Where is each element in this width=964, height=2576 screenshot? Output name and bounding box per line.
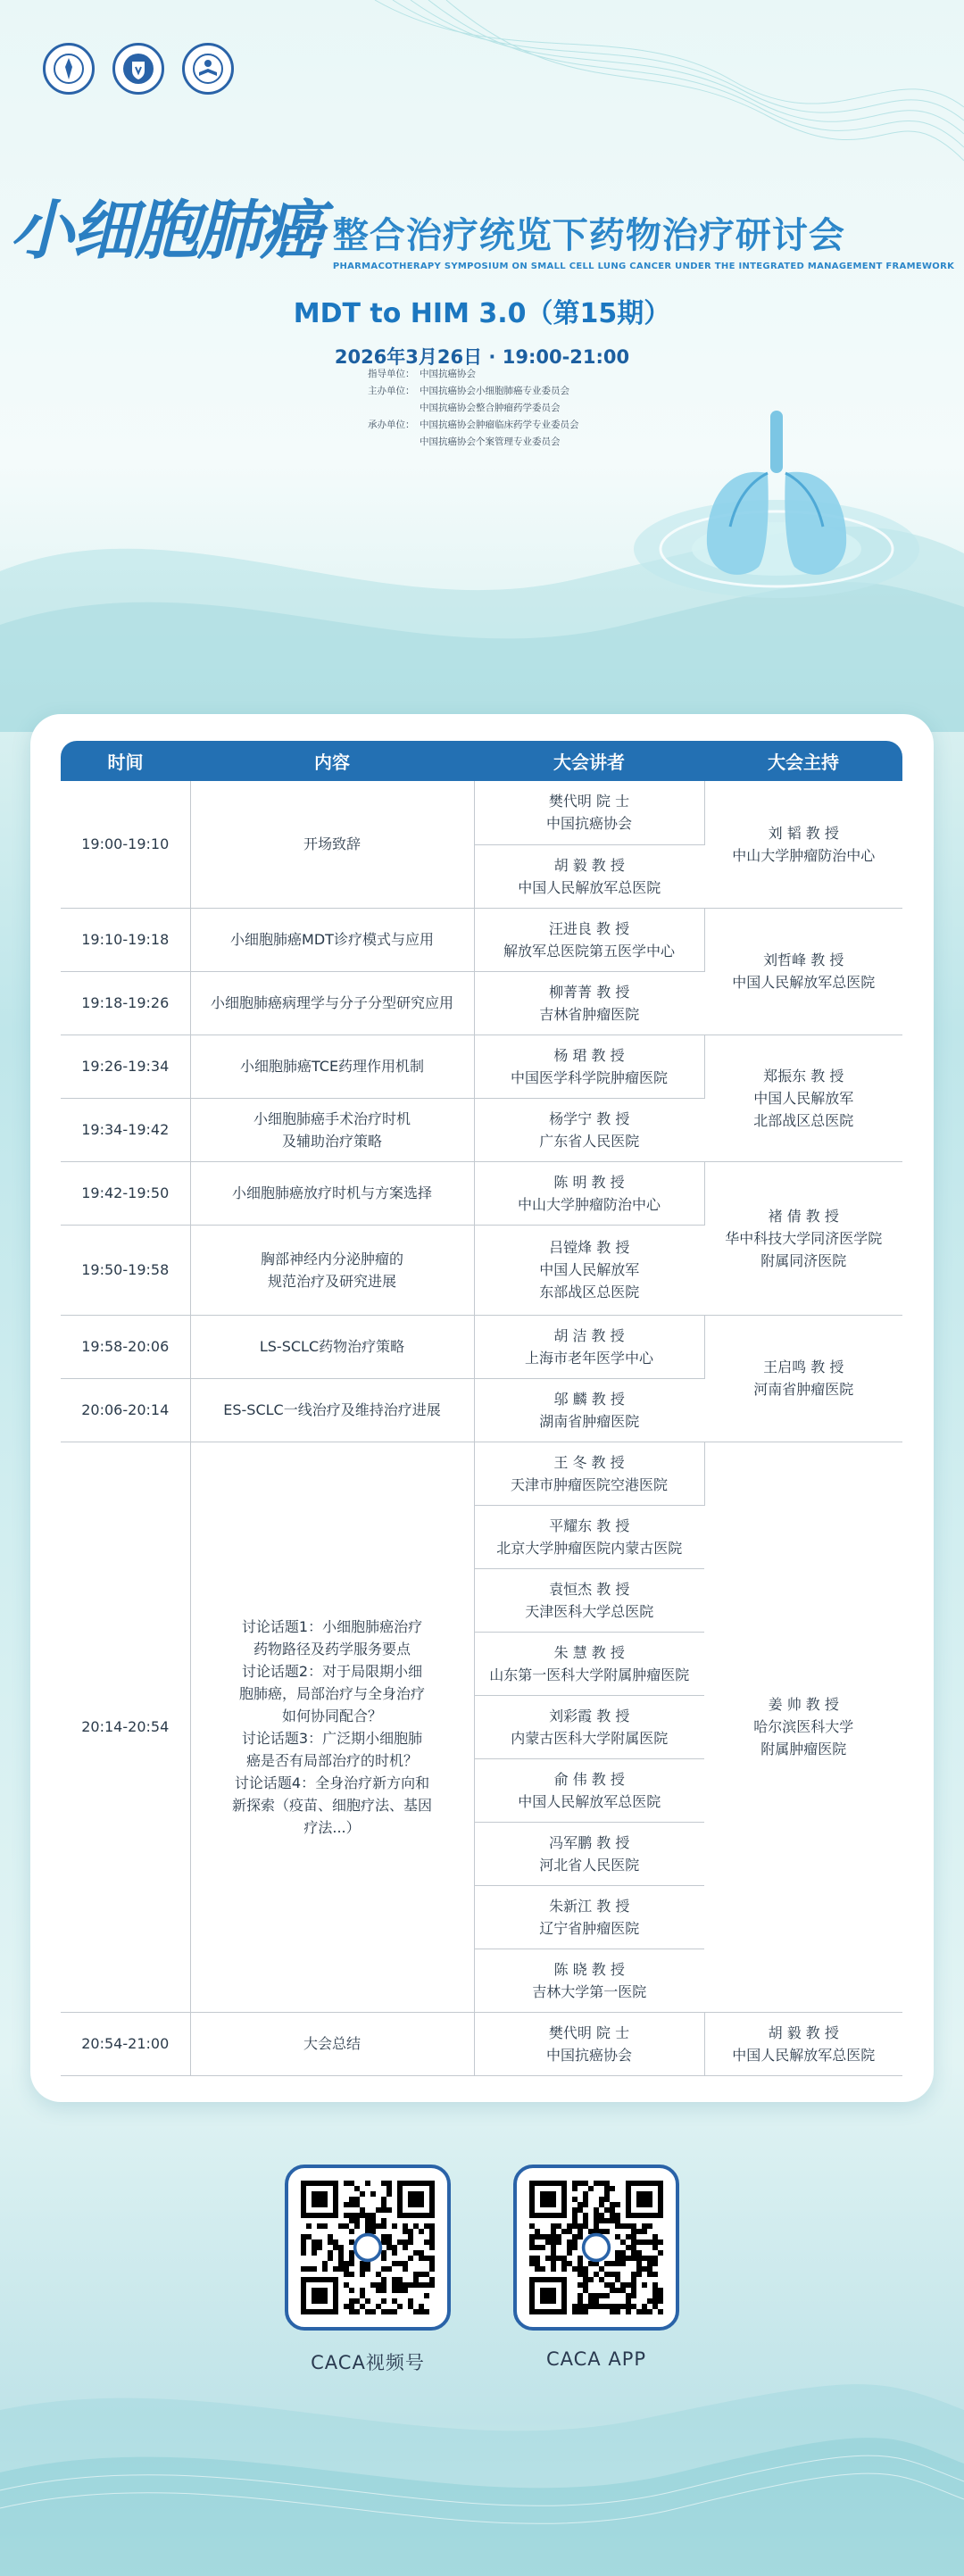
header-time: 时间 [61, 741, 190, 781]
time-cell: 19:18-19:26 [61, 971, 190, 1035]
speaker-org: 河北省人民医院 [539, 1856, 640, 1874]
qr-app[interactable] [513, 2165, 679, 2375]
header-speaker: 大会讲者 [474, 741, 704, 781]
speaker-org: 湖南省肿瘤医院 [539, 1412, 640, 1430]
speaker-name: 樊代明 院 士 [548, 793, 630, 810]
time-cell: 19:50-19:58 [61, 1225, 190, 1315]
speaker-cell [474, 1632, 704, 1695]
host-name: 刘 韬 教 授 [768, 824, 839, 842]
topic-line: 讨论话题2：对于局限期小细 [241, 1662, 423, 1680]
qr-code-icon[interactable] [285, 2165, 451, 2331]
organizer-row [368, 366, 579, 383]
organizer-label: 指导单位： [368, 369, 415, 379]
host-cell [704, 1161, 902, 1315]
topic-line: 胸部神经内分泌肿瘤的 [260, 1250, 403, 1267]
topic-line: 及辅助治疗策略 [281, 1132, 382, 1150]
speaker-name: 俞 伟 教 授 [553, 1770, 625, 1788]
speaker-org: 内蒙古医科大学附属医院 [511, 1729, 669, 1747]
speaker-cell [474, 1442, 704, 1505]
host-cell [704, 781, 902, 908]
topic-cell: 小细胞肺癌MDT诊疗模式与应用 [190, 908, 474, 971]
speaker-name: 柳菁菁 教 授 [549, 983, 630, 1001]
caca-emblem-icon [43, 43, 95, 95]
topic-line: 胞肺癌，局部治疗与全身治疗 [238, 1684, 425, 1702]
speaker-org: 天津医科大学总医院 [525, 1602, 654, 1620]
logo-group [43, 43, 234, 95]
host-cell [704, 1035, 902, 1161]
discussion-topics-cell [190, 1442, 474, 2012]
speaker-name: 杨 珺 教 授 [553, 1046, 625, 1064]
speaker-org: 吉林大学第一医院 [532, 1982, 647, 2000]
speaker-cell [474, 1225, 704, 1315]
time-cell: 19:34-19:42 [61, 1098, 190, 1161]
organizer-value: 中国抗癌协会个案管理专业委员会 [420, 436, 561, 447]
lung-illustration [625, 393, 928, 643]
speaker-cell [474, 1822, 704, 1885]
organizer-label [368, 400, 420, 417]
host-name: 刘哲峰 教 授 [763, 951, 844, 968]
speaker-org: 中国人民解放军总医院 [518, 878, 661, 896]
topic-line: 如何协同配合？ [281, 1707, 382, 1724]
organizer-label: 主办单位： [368, 386, 415, 396]
speaker-cell [474, 1758, 704, 1822]
event-date: 2026年3月26日 · 19:00-21:00 [334, 346, 630, 368]
qr-code-icon[interactable] [513, 2165, 679, 2331]
speaker-cell [474, 1505, 704, 1568]
speaker-org: 中国抗癌协会 [545, 2046, 632, 2064]
table-row [61, 1035, 902, 1098]
time-cell: 20:14-20:54 [61, 1442, 190, 2012]
qr-video-channel[interactable] [285, 2165, 451, 2375]
host-org: 河南省肿瘤医院 [753, 1381, 854, 1398]
topic-line: 疗法...） [303, 1818, 361, 1836]
host-cell [704, 908, 902, 1035]
speaker-cell [474, 781, 704, 844]
organizer-value: 中国抗癌协会整合肿瘤药学委员会 [420, 403, 561, 413]
speaker-cell [474, 1949, 704, 2012]
organizer-label: 承办单位： [368, 420, 415, 430]
organizer-label [368, 434, 420, 451]
speaker-name: 吕镗烽 教 授 [549, 1239, 630, 1256]
organizer-value: 中国抗癌协会小细胞肺癌专业委员会 [420, 386, 569, 396]
topic-cell: 小细胞肺癌TCE药理作用机制 [190, 1035, 474, 1098]
topic-cell: ES-SCLC一线治疗及维持治疗进展 [190, 1378, 474, 1442]
topic-line: 新探索（疫苗、细胞疗法、基因 [231, 1796, 432, 1814]
time-cell: 20:54-21:00 [61, 2012, 190, 2075]
speaker-cell [474, 971, 704, 1035]
speaker-cell [474, 908, 704, 971]
host-name: 王启鸣 教 授 [763, 1359, 844, 1375]
speaker-name: 冯军鹏 教 授 [549, 1833, 630, 1851]
speaker-cell [474, 1695, 704, 1758]
topic-line: 讨论话题1：小细胞肺癌治疗 [241, 1617, 423, 1635]
english-title: PHARMACOTHERAPY SYMPOSIUM ON SMALL CELL LUNG CANCER UNDER THE INTEGRATED MANAGEMENT FRAMEWORK [332, 262, 955, 271]
time-cell: 19:42-19:50 [61, 1161, 190, 1225]
event-header [0, 179, 964, 370]
table-row [61, 908, 902, 971]
schedule-table [61, 741, 902, 2076]
speaker-org: 广东省人民医院 [539, 1132, 640, 1150]
script-title: 小细胞肺癌 [9, 192, 322, 268]
host-org-line2: 附属肿瘤医院 [760, 1741, 847, 1757]
speaker-org: 中山大学肿瘤防治中心 [517, 1195, 661, 1213]
host-org: 中山大学肿瘤防治中心 [732, 846, 876, 864]
event-subtitle: MDT to HIM 3.0（第15期） [293, 298, 671, 329]
speaker-name: 陈 晓 教 授 [553, 1960, 625, 1978]
table-header-row [61, 741, 902, 781]
host-name: 褚 倩 教 授 [768, 1207, 839, 1225]
organizer-list [368, 366, 579, 451]
speaker-org: 北京大学肿瘤医院内蒙古医院 [496, 1539, 683, 1557]
topic-line: 讨论话题4：全身治疗新方向和 [234, 1774, 430, 1791]
organizer-row [368, 417, 579, 434]
speaker-name: 王 冬 教 授 [553, 1453, 625, 1471]
speaker-name: 朱新江 教 授 [549, 1897, 630, 1915]
topic-line: 规范治疗及研究进展 [267, 1272, 396, 1290]
host-org: 中国人民解放军总医院 [732, 974, 876, 991]
host-org: 哈尔滨医科大学 [753, 1718, 854, 1735]
speaker-org: 山东第一医科大学附属肿瘤医院 [489, 1666, 690, 1683]
organizer-row [368, 383, 579, 400]
speaker-cell [474, 2012, 704, 2075]
topic-line: 药物路径及药学服务要点 [253, 1640, 411, 1658]
topic-cell: 小细胞肺癌放疗时机与方案选择 [190, 1161, 474, 1225]
host-org: 中国人民解放军总医院 [732, 2046, 876, 2064]
table-row [61, 1442, 902, 1505]
speaker-name: 胡 洁 教 授 [553, 1326, 625, 1344]
speaker-cell [474, 1161, 704, 1225]
host-name: 郑振东 教 授 [763, 1067, 844, 1084]
bottom-wave-decoration [0, 2356, 964, 2576]
host-cell [704, 1442, 902, 2012]
speaker-name: 袁恒杰 教 授 [549, 1580, 630, 1598]
time-cell: 19:26-19:34 [61, 1035, 190, 1098]
shield-emblem-icon [112, 43, 164, 95]
organizer-row [368, 400, 579, 417]
speaker-org: 中国抗癌协会 [545, 815, 632, 833]
speaker-cell [474, 1568, 704, 1632]
table-row [61, 2012, 902, 2075]
topic-cell: 小细胞肺癌病理学与分子分型研究应用 [190, 971, 474, 1035]
header-content: 内容 [190, 741, 474, 781]
table-row [61, 1315, 902, 1378]
host-cell [704, 2012, 902, 2075]
qr-code-section [0, 2165, 964, 2375]
organizer-row [368, 434, 579, 451]
speaker-org: 上海市老年医学中心 [524, 1349, 653, 1367]
topic-line: 讨论话题3：广泛期小细胞肺 [241, 1729, 423, 1747]
speaker-org: 中国人民解放军总医院 [518, 1792, 661, 1810]
qr-label: CACA视频号 [311, 2352, 425, 2373]
time-cell: 19:58-20:06 [61, 1315, 190, 1378]
speaker-org-line2: 东部战区总医院 [539, 1284, 640, 1300]
speaker-org: 辽宁省肿瘤医院 [539, 1919, 640, 1937]
host-org: 华中科技大学同济医学院 [725, 1229, 883, 1247]
topic-line: 癌是否有局部治疗的时机？ [245, 1751, 418, 1769]
organizer-value: 中国抗癌协会肿瘤临床药学专业委员会 [420, 420, 579, 430]
speaker-cell [474, 1378, 704, 1442]
speaker-name: 汪进良 教 授 [548, 919, 630, 937]
topic-line: 小细胞肺癌手术治疗时机 [253, 1109, 411, 1127]
topic-cell [190, 1098, 474, 1161]
speaker-name: 朱 慧 教 授 [553, 1643, 625, 1661]
topic-cell: LS-SCLC药物治疗策略 [190, 1315, 474, 1378]
time-cell: 20:06-20:14 [61, 1378, 190, 1442]
speaker-org: 解放军总医院第五医学中心 [503, 942, 675, 960]
speaker-org: 中国医学科学院肿瘤医院 [510, 1068, 668, 1086]
speaker-cell [474, 1885, 704, 1949]
host-org-line2: 北部战区总医院 [753, 1111, 854, 1129]
speaker-name: 胡 毅 教 授 [553, 856, 625, 874]
speaker-name: 刘彩霞 教 授 [549, 1707, 630, 1724]
speaker-cell [474, 1035, 704, 1098]
topic-cell: 开场致辞 [190, 781, 474, 908]
host-name: 胡 毅 教 授 [768, 2023, 839, 2041]
topic-cell: 大会总结 [190, 2012, 474, 2075]
main-title: 整合治疗统览下药物治疗研讨会 [332, 215, 845, 256]
host-name: 姜 帅 教 授 [768, 1696, 839, 1713]
topic-cell [190, 1225, 474, 1315]
book-emblem-icon [182, 43, 234, 95]
speaker-org: 天津市肿瘤医院空港医院 [510, 1475, 668, 1493]
speaker-cell [474, 1315, 704, 1378]
speaker-org: 吉林省肿瘤医院 [539, 1005, 640, 1023]
speaker-name: 陈 明 教 授 [553, 1173, 625, 1191]
speaker-cell [474, 844, 704, 908]
table-row [61, 781, 902, 844]
speaker-name: 杨学宁 教 授 [549, 1109, 630, 1127]
host-cell [704, 1315, 902, 1442]
time-cell: 19:00-19:10 [61, 781, 190, 908]
time-cell: 19:10-19:18 [61, 908, 190, 971]
host-org: 中国人民解放军 [753, 1089, 854, 1107]
qr-label: CACA APP [545, 2348, 647, 2370]
speaker-org: 中国人民解放军 [539, 1261, 640, 1278]
table-row [61, 1161, 902, 1225]
speaker-name: 平耀东 教 授 [549, 1517, 630, 1534]
speaker-name: 邬 麟 教 授 [553, 1390, 625, 1408]
speaker-name: 樊代明 院 士 [548, 2023, 630, 2041]
organizer-value: 中国抗癌协会 [420, 369, 476, 379]
host-org-line2: 附属同济医院 [760, 1251, 847, 1269]
header-host: 大会主持 [704, 741, 902, 781]
speaker-cell [474, 1098, 704, 1161]
